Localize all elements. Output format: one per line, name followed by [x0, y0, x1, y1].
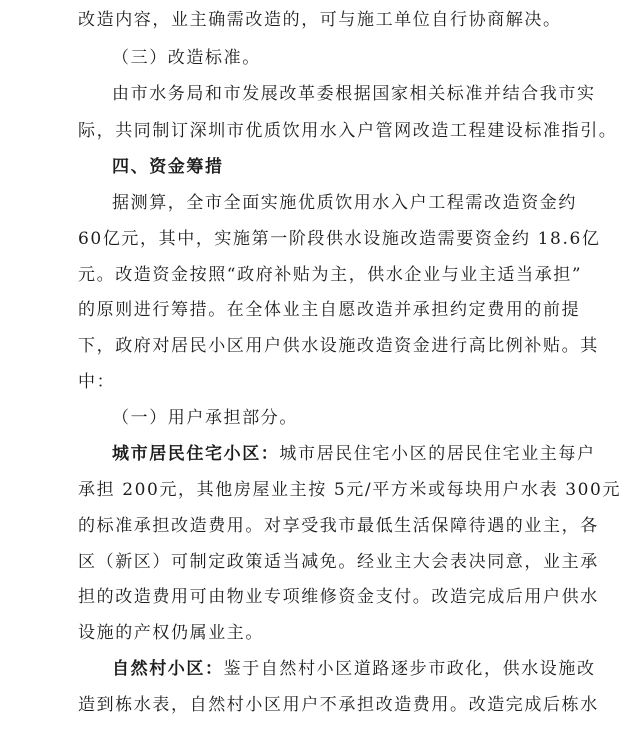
text-line: 的原则进行筹措。在全体业主自愿改造并承担约定费用的前提	[78, 300, 581, 320]
lead-label: 城市居民住宅小区：	[112, 444, 280, 464]
text-line: 的标准承担改造费用。对享受我市最低生活保障待遇的业主，各	[78, 516, 599, 536]
text-line: 中：	[78, 372, 116, 392]
text-line: 承担 200元，其他房屋业主按 5元/平方米或每块用户水表 300元	[78, 480, 622, 500]
text-line: 下，政府对居民小区用户供水设施改造资金进行高比例补贴。其	[78, 336, 599, 356]
lead-label: 自然村小区：	[112, 659, 224, 679]
text-run: 城市居民住宅小区的居民住宅业主每户	[279, 444, 596, 464]
text-line	[112, 442, 612, 466]
text-line: 改造内容，业主确需改造的，可与施工单位自行协商解决。	[78, 10, 562, 30]
text-line: 区（新区）可制定政策适当减免。经业主大会表决同意，业主承	[78, 552, 599, 572]
subsection-heading: （三）改造标准。	[112, 48, 261, 68]
subsection-heading: （一）用户承担部分。	[112, 408, 298, 428]
text-line: 设施的产权仍属业主。	[78, 623, 264, 643]
section-heading: 四、资金筹措	[112, 157, 224, 177]
text-line: 担的改造费用可由物业专项维修资金支付。改造完成后用户供水	[78, 587, 599, 607]
text-line: 由市水务局和市发展改革委根据国家相关标准并结合我市实	[112, 84, 596, 104]
text-line: 际，共同制订深圳市优质饮用水入户管网改造工程建设标准指引。	[78, 121, 618, 141]
text-line: 造到栋水表，自然村小区用户不承担改造费用。改造完成后栋水	[78, 695, 599, 715]
text-line: 据测算，全市全面实施优质饮用水入户工程需改造资金约	[112, 193, 577, 213]
text-line: 60亿元，其中，实施第一阶段供水设施改造需要资金约 18.6亿	[78, 229, 601, 249]
text-line	[112, 657, 612, 681]
text-run: 鉴于自然村小区道路逐步市政化，供水设施改	[223, 659, 596, 679]
text-line: 元。改造资金按照“政府补贴为主，供水企业与业主适当承担”	[78, 265, 583, 285]
